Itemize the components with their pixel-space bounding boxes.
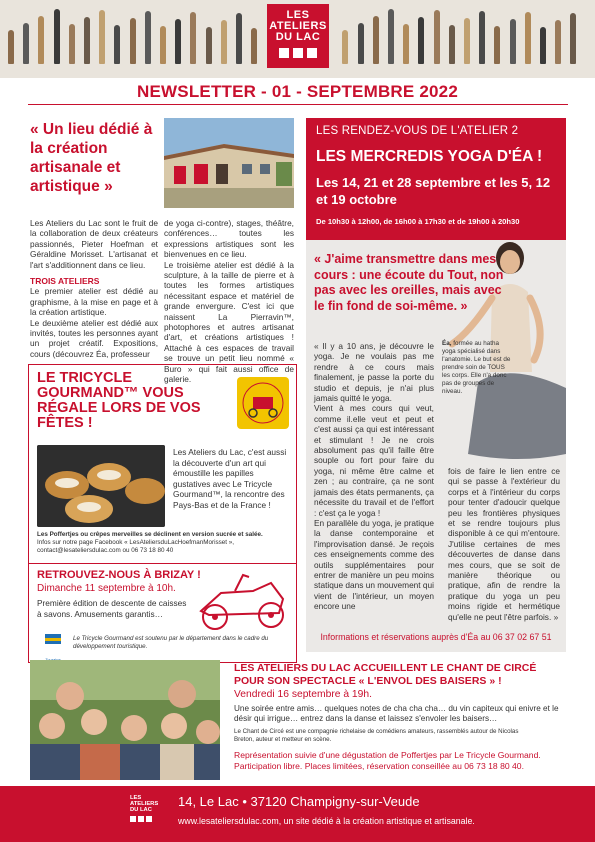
intro-paragraph-5: Le troisième atelier est dédié à la sculpture, à la taille de pierre et à toutes les formes artistiques nécessitant espace et matériel de grande envergure. C'est ici que naissent La Pierravin™, photophores et autres artisanat d'art, et créations artistiques ! Attaché à ces espaces de travail se trouve un petit lieu nommé « Buro » qui fait aussi office de galerie. (164, 259, 294, 385)
tool-icon (130, 18, 136, 64)
tricycle-small-info (37, 531, 292, 555)
brizay-date: Dimanche 11 septembre à 10h. (37, 583, 176, 594)
circe-info: Représentation suivie d'une dégustation de Poffertjes par Le Tricycle Gourmand. Participation libre. Places limitées, réservation conseillée au 06 73 18 80 40. (234, 750, 541, 771)
footer-website[interactable]: www.lesateliersdulac.com, un site dédié à la création artistique et artisanale. (178, 816, 475, 826)
rendezvous-panel (306, 118, 566, 240)
tool-icon (251, 28, 257, 64)
tricycle-text: Les Ateliers du Lac, c'est aussi la découverte d'un art qui émoustille les papilles gustatives avec Le Tricycle Gourmand™, la rencontre des Pays-Bas et de la France ! (173, 447, 287, 510)
tool-icon (510, 19, 516, 64)
tool-icon (99, 10, 105, 64)
tool-icon (555, 20, 561, 64)
tool-icon (373, 16, 379, 64)
tool-icon (342, 30, 348, 64)
tool-icon (418, 17, 424, 64)
rendezvous-dates: Les 14, 21 et 28 septembre et les 5, 12 et 19 octobre (316, 175, 551, 207)
circe-text: Une soirée entre amis… quelques notes de cha cha cha… du vin capiteux qui enivre et le désir qui irrigue… entrez dans la danse et laissez s'envoler les baisers… (234, 704, 559, 724)
tool-icon (160, 26, 166, 64)
newsletter-title: NEWSLETTER - 01 - SEPTEMBRE 2022 (137, 82, 458, 101)
yoga-booking-info[interactable]: Informations et réservations auprès d'Éa au 06 37 02 67 51 (320, 632, 552, 642)
yoga-column-2 (448, 466, 560, 622)
footer-logo-line-2: ATELIERS (130, 801, 159, 808)
atelier-house-photo (164, 118, 294, 208)
tool-icon (8, 30, 14, 64)
poffertjes-photo (37, 445, 165, 527)
tool-icon (206, 27, 212, 64)
logo-line-2: ATELIERS (269, 20, 327, 32)
tricycle-badge (237, 377, 289, 429)
footer-logo-line-3: DU LAC (130, 807, 152, 814)
tricycle-title: LE TRICYCLE GOURMAND™ VOUS RÉGALE LORS DE VOS FÊTES ! (37, 370, 201, 431)
chant-de-circe-photo (30, 660, 220, 780)
tool-icon (449, 25, 455, 64)
tool-icon (540, 27, 546, 64)
yoga-paragraph-3: En parallèle du yoga, je pratique la danse contemporaine et l'improvisation dansé. Je reçois ces enseignements comme des outils supplémentaires pour entrer de manière un peu moins statique dans un mouvement qui vient de l'intérieur, un moyen encore une (314, 517, 434, 612)
intro-paragraph-4: de yoga ci-contre), stages, théâtre, conférences… toutes les expressions artistiques sont les bienvenues en ce lieu. (164, 218, 294, 260)
tricycle-footnote: Le Tricycle Gourmand est soutenu par le département dans le cadre du développement touristique. (73, 635, 269, 650)
soapbox-car-illustration (191, 563, 293, 633)
logo-line-1: LES (286, 9, 310, 21)
intro-column-1 (30, 218, 158, 359)
yoga-caption (442, 340, 514, 396)
tool-icon (54, 9, 60, 64)
yoga-column-1 (314, 341, 434, 612)
tool-icon (388, 9, 394, 64)
rendezvous-kicker: LES RENDEZ-VOUS DE L'ATELIER 2 (316, 125, 519, 137)
tool-icon (464, 18, 470, 64)
tricycle-contact-line[interactable]: contact@lesateliersdulac.com ou 06 73 18 80 40 (37, 547, 174, 554)
tool-icon (236, 13, 242, 64)
tricycle-box (28, 364, 297, 663)
rendezvous-hours: De 10h30 à 12h00, de 16h00 à 17h30 et de 19h00 à 20h30 (316, 217, 520, 226)
intro-paragraph-2: Le premier atelier est dédié au graphisme, à la mise en page et à la création artistique. (30, 286, 158, 318)
intro-subheading: TROIS ATELIERS (30, 276, 100, 287)
circe-date: Vendredi 16 septembre à 19h. (234, 689, 372, 700)
footer-logo-line-1: LES (130, 795, 142, 801)
footer-address: 14, Le Lac • 37120 Champigny-sur-Veude (178, 794, 420, 809)
tool-icon (145, 11, 151, 64)
title-divider (28, 104, 568, 105)
tool-icon (23, 23, 29, 64)
intro-column-2 (164, 218, 294, 385)
intro-paragraph-3: Le deuxième atelier est dédié aux invités, toutes les personnes ayant un projet créatif. Expositions, cours (découvrez Éa, professeur (30, 317, 158, 359)
brizay-title: RETROUVEZ-NOUS À BRIZAY ! (37, 569, 201, 581)
logo-squares (267, 43, 329, 63)
tool-icon (175, 19, 181, 64)
circe-title: LES ATELIERS DU LAC ACCUEILLENT LE CHANT DE CIRCÉ POUR SON SPECTACLE « L'ENVOL DES BAISERS » ! (234, 662, 537, 687)
touraine-logo (39, 634, 67, 652)
tool-icon (84, 17, 90, 64)
yoga-caption-name: Éa, (442, 340, 452, 347)
tool-icon (570, 13, 576, 64)
tool-icon (190, 12, 196, 64)
tool-icon (358, 23, 364, 64)
tool-icon (69, 24, 75, 64)
tool-icon (38, 16, 44, 64)
intro-headline: « Un lieu dédié à la création artisanale et artistique » (30, 121, 153, 195)
yoga-paragraph-1: « Il y a 10 ans, je découvre le yoga. Je ne voulais pas me rendre à ce cours mais finalement, je passe la porte du studio et depuis, je n'ai plus jamais quitté le yoga. (314, 341, 434, 404)
footer-logo-squares (130, 816, 162, 824)
circe-small-text: Le Chant de Circé est une compagnie richelaise de comédiens amateurs, rassemblés autour de Nicolas Breton, auteur et metteur en scène. (234, 728, 519, 743)
yoga-paragraph-4: fois de faire le lien entre ce qui se passe à l'extérieur du corps et à l'intérieur du corps pour tenter d'adoucir quelque peu les frontières physiques et se rendre toujours plus disponible à ce qui m'entoure. J'utilise certaines de mes découvertes de danse dans mes cours, que se soit de manière théorique ou pratique, afin de rendre la pratique du yoga un peu moins rigide et hermétique qu'elle ne peut l'être parfois. » (448, 466, 560, 622)
tool-icon (434, 10, 440, 64)
tool-icon (221, 20, 227, 64)
yoga-caption-text: formée au hatha yoga spécialisé dans l'anatomie. Le but est de prendre soin de TOUS les corps. Elle n'a donc pas de groupes de niveau. (442, 340, 511, 395)
intro-paragraph-1: Les Ateliers du Lac sont le fruit de la collaboration de deux créateurs passionnés, Pieter Hoefman et Géraldine Morisset. L'artisanat et l'art s'additionnent dans ce lieu. (30, 218, 158, 270)
yoga-paragraph-2: Vient à mes cours qui veut, comme il.elle veut et peut et c'est aussi ça qui est intéressant et stimulant ! Je ne crois absolument pas qu'il faille être souple ou fort pour faire du yoga, ni même être calme et zen ; au contraire, ça ne sont jamais des états permanents, ça nécessite du travail et de l'effort : c'est ça le yoga ! (314, 403, 434, 518)
tool-icon (479, 11, 485, 64)
tricycle-facebook-line[interactable]: Infos sur notre page Facebook « LesAteliersduLacHoefmanMorisset », (37, 539, 235, 546)
tool-icon (114, 25, 120, 64)
tricycle-small-bold: Les Poffertjes ou crêpes merveilles se déclinent en version sucrée et salée. (37, 531, 263, 538)
brand-logo[interactable] (267, 4, 329, 68)
yoga-quote: « J'aime transmettre dans mes cours : une écoute du Tout, non pas avec les oreilles, mais avec le fin fond de soi-même. » (314, 252, 504, 313)
tool-icon (494, 26, 500, 64)
tool-icon (525, 12, 531, 64)
logo-line-3: DU LAC (275, 31, 321, 43)
brizay-text: Première édition de descente de caisses à savons. Amusements garantis… (37, 598, 187, 619)
rendezvous-title: LES MERCREDIS YOGA D'ÉA ! (316, 148, 543, 165)
tool-icon (403, 24, 409, 64)
footer-logo[interactable] (130, 795, 162, 829)
